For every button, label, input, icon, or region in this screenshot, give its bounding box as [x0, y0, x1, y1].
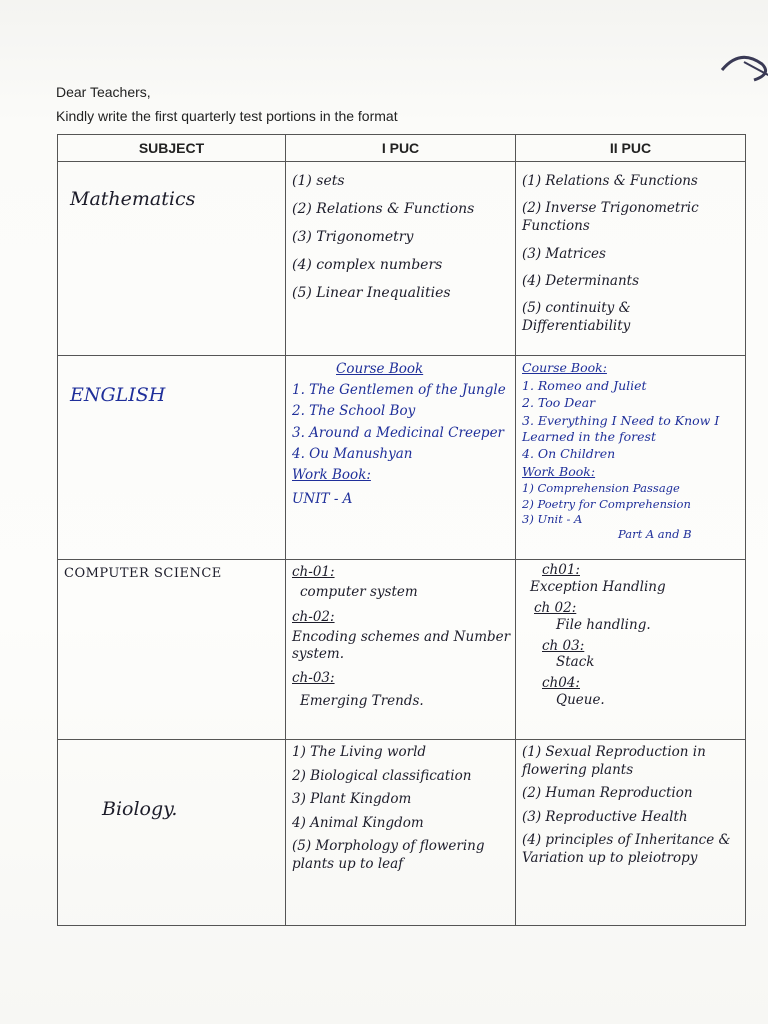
i-puc-cell — [286, 560, 516, 740]
list-item: Part A and B — [618, 526, 692, 541]
list-item: ch-03: — [292, 669, 335, 686]
list-item: Course Book — [336, 361, 424, 377]
list-item: ch-02: — [292, 609, 335, 626]
list-item: 3) Plant Kingdom — [292, 791, 412, 808]
ii-puc-cell — [516, 740, 746, 926]
list-item: (3) Trigonometry — [292, 228, 414, 245]
list-item: (2) Relations & Functions — [292, 200, 475, 217]
list-item: Work Book: — [292, 467, 371, 484]
instruction-text: Kindly write the first quarterly test portions in the format — [56, 108, 398, 124]
list-item: computer system — [300, 583, 418, 600]
list-item: ch-01: — [292, 564, 335, 580]
subject-cell — [58, 740, 286, 926]
portions-table — [57, 134, 746, 926]
list-item: (3) Reproductive Health — [522, 808, 688, 825]
list-item: 1) Comprehension Passage — [522, 481, 680, 496]
list-item: 1) The Living world — [292, 744, 427, 760]
list-item: (2) Human Reproduction — [522, 785, 693, 802]
subject-cell — [58, 162, 286, 356]
list-item: Queue. — [556, 692, 605, 709]
ii-puc-cell — [516, 560, 746, 740]
list-item: 2) Poetry for Comprehension — [522, 496, 691, 511]
list-item: Work Book: — [522, 463, 596, 479]
subject-name: COMPUTER SCIENCE — [64, 566, 222, 581]
list-item: (4) Determinants — [522, 272, 640, 289]
list-item: 4. On Children — [522, 446, 616, 462]
greeting-text: Dear Teachers, — [56, 84, 151, 100]
ii-puc-cell — [516, 356, 746, 560]
ii-puc-topic-list — [516, 740, 745, 873]
subject-name: Mathematics — [70, 188, 196, 210]
list-item: 2) Biological classification — [292, 767, 472, 784]
list-item: Stack — [556, 654, 595, 671]
i-puc-cell — [286, 162, 516, 356]
list-item: 1. Romeo and Juliet — [522, 377, 647, 393]
list-item: (1) Relations & Functions — [522, 173, 698, 189]
list-item: Exception Handling — [530, 578, 666, 595]
column-header-ii-puc: II PUC — [516, 135, 746, 162]
list-item: ch 03: — [542, 637, 585, 654]
column-header-subject: SUBJECT — [58, 135, 286, 162]
subject-cell — [58, 560, 286, 740]
list-item: (2) Inverse Trigonometric Functions — [522, 200, 699, 235]
list-item: Course Book: — [522, 360, 607, 375]
i-puc-topic-list — [286, 162, 515, 317]
corner-ink-mark-icon — [708, 40, 768, 100]
subject-name: ENGLISH — [70, 384, 166, 406]
list-item: File handling. — [556, 616, 651, 633]
table-header-row — [58, 135, 746, 162]
i-puc-topic-list — [286, 740, 515, 879]
list-item: 4. Ou Manushyan — [292, 445, 413, 462]
list-item: (5) continuity & Differentiability — [522, 300, 631, 335]
list-item: (1) Sexual Reproduction in flowering plants — [522, 744, 706, 778]
table-row-biology — [58, 740, 746, 926]
list-item: ch04: — [542, 675, 580, 692]
ii-puc-topic-list — [516, 560, 745, 715]
list-item: 3) Unit - A — [522, 512, 583, 527]
list-item: (4) principles of Inheritance & Variation up to pleiotropy — [522, 832, 731, 866]
column-header-i-puc: I PUC — [286, 135, 516, 162]
list-item: (4) complex numbers — [292, 256, 443, 273]
subject-name: Biology. — [102, 798, 178, 820]
ii-puc-topic-list — [516, 356, 745, 547]
list-item: 3. Everything I Need to Know I Learned in the forest — [522, 412, 720, 444]
table-row-mathematics — [58, 162, 746, 356]
i-puc-cell — [286, 356, 516, 560]
table-row-english — [58, 356, 746, 560]
list-item: Encoding schemes and Number system. — [292, 628, 511, 663]
list-item: (5) Morphology of flowering plants up to leaf — [292, 838, 485, 872]
list-item: ch01: — [542, 562, 580, 578]
list-item: 1. The Gentlemen of the Jungle — [292, 382, 506, 399]
ii-puc-topic-list — [516, 162, 745, 351]
list-item: 2. The School Boy — [292, 403, 416, 420]
list-item: UNIT - A — [292, 491, 353, 508]
subject-cell — [58, 356, 286, 560]
table-row-computer-science — [58, 560, 746, 740]
list-item: (5) Linear Inequalities — [292, 284, 451, 301]
i-puc-cell — [286, 740, 516, 926]
list-item: (3) Matrices — [522, 245, 606, 262]
ii-puc-cell — [516, 162, 746, 356]
list-item: Emerging Trends. — [300, 693, 424, 710]
list-item: 4) Animal Kingdom — [292, 814, 424, 831]
list-item: 3. Around a Medicinal Creeper — [292, 424, 505, 441]
list-item: (1) sets — [292, 173, 345, 189]
i-puc-topic-list — [286, 356, 515, 518]
list-item: ch 02: — [534, 599, 577, 616]
i-puc-topic-list — [286, 560, 515, 719]
list-item: 2. Too Dear — [522, 395, 596, 411]
